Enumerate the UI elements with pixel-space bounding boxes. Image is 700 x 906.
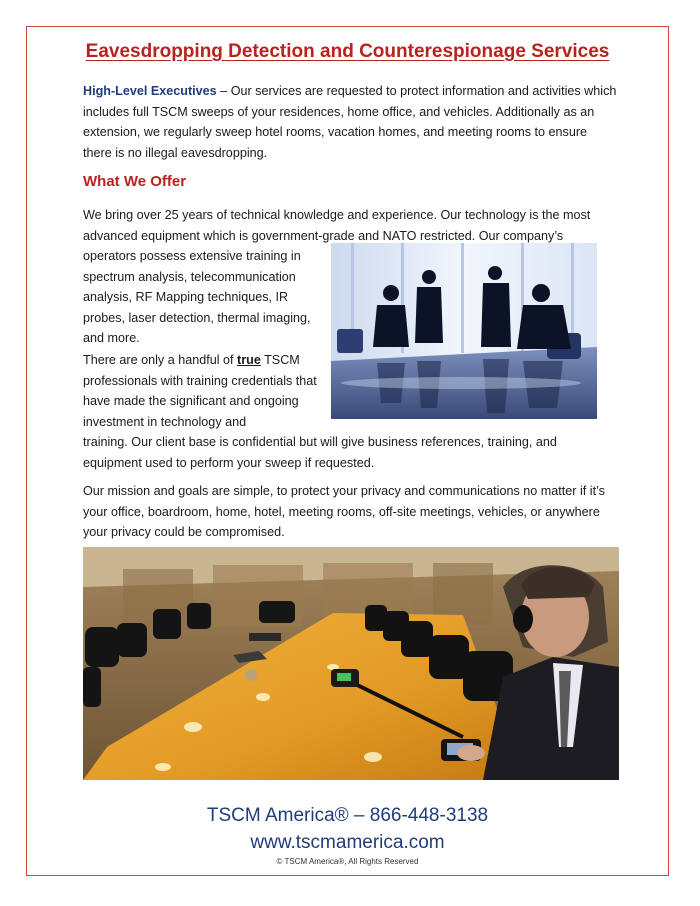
- handful-after: TSCM professionals with training credentials that have made the significant and ongoing investment in technology and: [83, 353, 317, 429]
- handful-before: There are only a handful of: [83, 353, 238, 367]
- executives-photo-graphic: [331, 243, 597, 419]
- mission-paragraph: Our mission and goals are simple, to protect your privacy and communications no matter if it’s your office, boardroom, home, hotel, meeting rooms, off-site meetings, vehicles, or anywhere your privacy could be compromised.: [83, 484, 605, 539]
- page-title: Eavesdropping Detection and Counterespionage Services: [85, 41, 610, 62]
- offer-paragraph-wrap: operators possess extensive training in spectrum analysis, telecommunication analysis, RF Mapping techniques, IR probes, laser detection, thermal imaging, and more.: [83, 249, 311, 345]
- executives-photo: [331, 243, 597, 419]
- intro-text: – Our services are requested to protect information and activities which includes full TSCM sweeps of your residences, home office, and vehicles. Additionally as an extension, we regularly sweep hotel rooms, vacation homes, and meeting rooms to ensure there is no illegal eavesdropping.: [83, 84, 617, 160]
- footer-copyright: © TSCM America®, All Rights Reserved: [276, 857, 419, 866]
- handful-emphasis: true: [237, 353, 261, 367]
- intro-label: High-Level Executives: [83, 84, 217, 98]
- conference-room-photo: [83, 547, 619, 780]
- page-frame: [26, 26, 669, 876]
- footer-website[interactable]: www.tscmamerica.com: [250, 832, 445, 853]
- handful-paragraph: [83, 350, 333, 432]
- section-heading-offer: What We Offer: [83, 173, 187, 190]
- offer-paragraph-full: We bring over 25 years of technical knowledge and experience. Our technology is the most advanced equipment which is government-grade and NATO restricted. Our company’s: [83, 208, 591, 243]
- footer-company-phone: TSCM America® – 866-448-3138: [206, 805, 489, 826]
- conference-room-photo-graphic: [83, 547, 619, 780]
- training-paragraph: training. Our client base is confidential but will give business references, training, and equipment used to perform your sweep if requested.: [83, 435, 557, 470]
- intro-paragraph: [83, 81, 619, 163]
